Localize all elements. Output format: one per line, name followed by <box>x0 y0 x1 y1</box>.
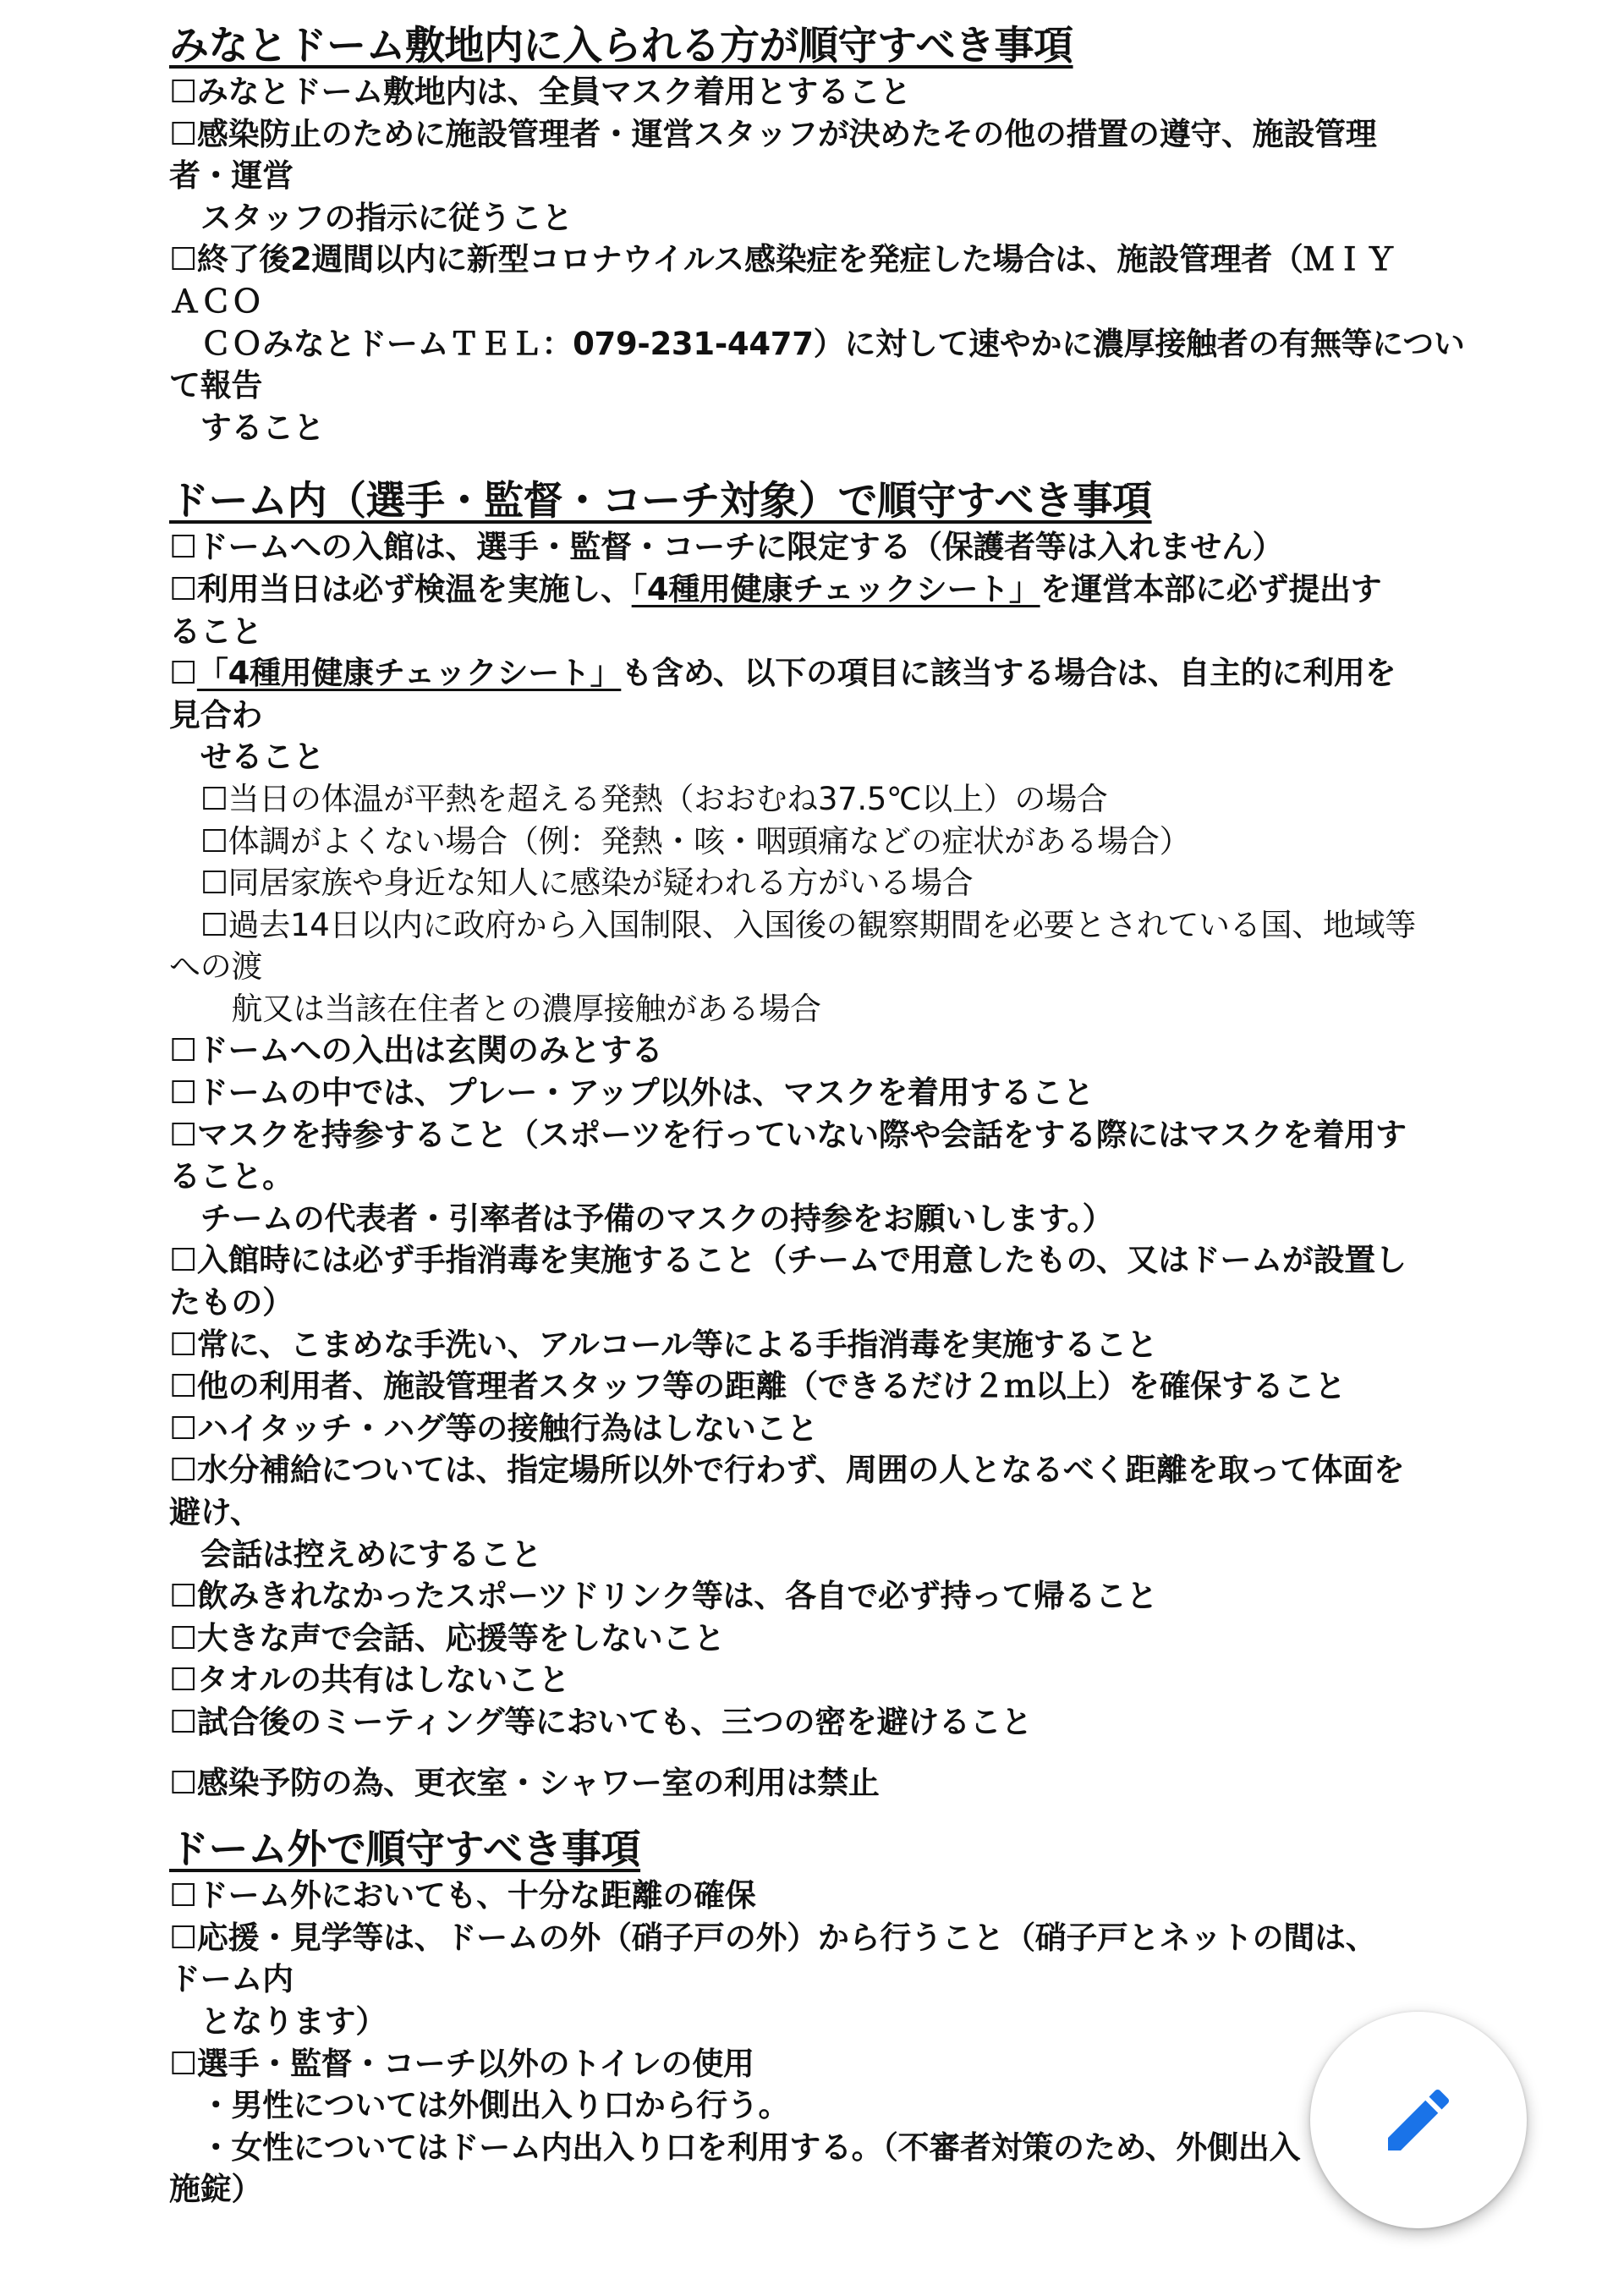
rule-text: も含め、以下の項目に該当する場合は、自主的に利用を <box>621 655 1396 692</box>
document <box>169 22 1472 2211</box>
rule-line: ☐水分補給については、指定場所以外で行わず、周囲の人となるべく距離を取って体面を <box>169 1452 1405 1489</box>
rule-line: ☐感染予防の為、更衣室・シャワー室の利用は禁止 <box>169 1764 880 1801</box>
rule-line: 会話は控えめにすること <box>169 1535 542 1573</box>
rule-line <box>169 652 1472 695</box>
rule-line: ☐ドームへの入出は玄関のみとする <box>169 1032 663 1069</box>
sub-rule-line: ☐当日の体温が平熱を超える発熱（おおむね37.5℃以上）の場合 <box>169 780 1108 817</box>
rule-line: ☐大きな声で会話、応援等をしないこと <box>169 1619 725 1656</box>
rule-line: 者・運営 <box>169 157 294 195</box>
rule-line: ☐他の利用者、施設管理者スタッフ等の距離（できるだけ２ｍ以上）を確保すること <box>169 1368 1346 1405</box>
rule-line: ☐マスクを持参すること（スポーツを行っていない際や会話をする際にはマスクを着用す <box>169 1116 1407 1153</box>
rule-line: 見合わ <box>169 696 263 733</box>
rule-line: ☐試合後のミーティング等においても、三つの密を避けること <box>169 1703 1033 1740</box>
section-enclosure-rules <box>169 22 1472 448</box>
rule-line: ること <box>169 612 263 650</box>
health-check-sheet-link-text: 「4種用健康チェックシート」 <box>631 570 1040 607</box>
rule-line: ☐終了後2週間以内に新型コロナウイルス感染症を発症した場合は、施設管理者（ＭＩＹ <box>169 241 1396 278</box>
section-outside-dome-rules <box>169 1826 1472 2211</box>
rule-line: チームの代表者・引率者は予備のマスクの持参をお願いします。） <box>169 1200 1114 1237</box>
rule-text: を運営本部に必ず提出す <box>1040 570 1382 607</box>
rule-line: ・男性については外側出入り口から行う。 <box>169 2087 790 2124</box>
rule-line: ☐ドーム外においても、十分な距離の確保 <box>169 1877 756 1914</box>
rule-line: ☐選手・監督・コーチ以外のトイレの使用 <box>169 2045 754 2082</box>
rule-line: ☐感染防止のために施設管理者・運営スタッフが決めたその他の措置の遵守、施設管理 <box>169 115 1377 152</box>
rule-line: 施錠） <box>169 2171 263 2208</box>
sub-rule-line: ☐過去14日以内に政府から入国制限、入国後の観察期間を必要とされている国、地域等 <box>169 906 1416 943</box>
rule-line: ること。 <box>169 1158 294 1195</box>
rule-line: ＡＣＯ <box>169 283 263 320</box>
section-heading: ドーム外で順守すべき事項 <box>169 1826 641 1874</box>
rule-line: ドーム内 <box>169 1961 294 1998</box>
health-check-sheet-link-text: 「4種用健康チェックシート」 <box>196 655 622 692</box>
blank-line <box>169 1744 1472 1762</box>
rule-line: ☐ハイタッチ・ハグ等の接触行為はしないこと <box>169 1409 818 1447</box>
rule-text: ☐ <box>169 655 197 692</box>
rule-line: となります） <box>169 2002 387 2040</box>
section-inside-dome-rules <box>169 477 1472 1804</box>
sub-rule-line: 航又は当該在住者との濃厚接触がある場合 <box>169 990 821 1027</box>
rule-line: せること <box>169 739 325 776</box>
rule-line: スタッフの指示に従うこと <box>169 199 573 236</box>
rule-line: ・女性についてはドーム内出入り口を利用する。（不審者対策のため、外側出入 <box>169 2128 1301 2166</box>
sub-rule-line: ☐同居家族や身近な知人に感染が疑われる方がいる場合 <box>169 865 974 902</box>
rule-line: て報告 <box>169 367 263 404</box>
rule-line: ☐常に、こまめな手洗い、アルコール等による手指消毒を実施すること <box>169 1326 1158 1363</box>
rule-line: ☐ドームへの入館は、選手・監督・コーチに限定する（保護者等は入れません） <box>169 529 1284 566</box>
rule-line: たもの） <box>169 1284 294 1321</box>
section-heading: みなとドーム敷地内に入られる方が順守すべき事項 <box>169 23 1073 69</box>
pencil-icon <box>1378 2079 1459 2161</box>
rule-line: ☐飲みきれなかったスポーツドリンク等は、各自で必ず持って帰ること <box>169 1578 1158 1615</box>
rule-line: ☐ドームの中では、プレー・アップ以外は、マスクを着用すること <box>169 1074 1095 1112</box>
rule-line: ☐みなとドーム敷地内は、全員マスク着用とすること <box>169 74 911 110</box>
rule-line: ☐入館時には必ず手指消毒を実施すること（チームで用意したもの、又はドームが設置し <box>169 1242 1407 1279</box>
rule-line: 避け、 <box>169 1494 261 1530</box>
rule-line: すること <box>169 409 325 446</box>
edit-button[interactable] <box>1310 2012 1527 2228</box>
rule-text: ☐利用当日は必ず検温を実施し、 <box>169 570 632 607</box>
rule-line: ☐応援・見学等は、ドームの外（硝子戸の外）から行うこと（硝子戸とネットの間は、 <box>169 1919 1377 1956</box>
rule-line: ＣＯみなとドームＴＥＬ：079-231-4477）に対して速やかに濃厚接触者の有無等につい <box>169 325 1465 362</box>
sub-rule-line: ☐体調がよくない場合（例：発熱・咳・咽頭痛などの症状がある場合） <box>169 822 1191 860</box>
rule-line <box>169 569 1472 611</box>
sub-rule-line: への渡 <box>169 948 263 986</box>
rule-line: ☐タオルの共有はしないこと <box>169 1662 570 1699</box>
section-heading: ドーム内（選手・監督・コーチ対象）で順守すべき事項 <box>169 478 1152 525</box>
